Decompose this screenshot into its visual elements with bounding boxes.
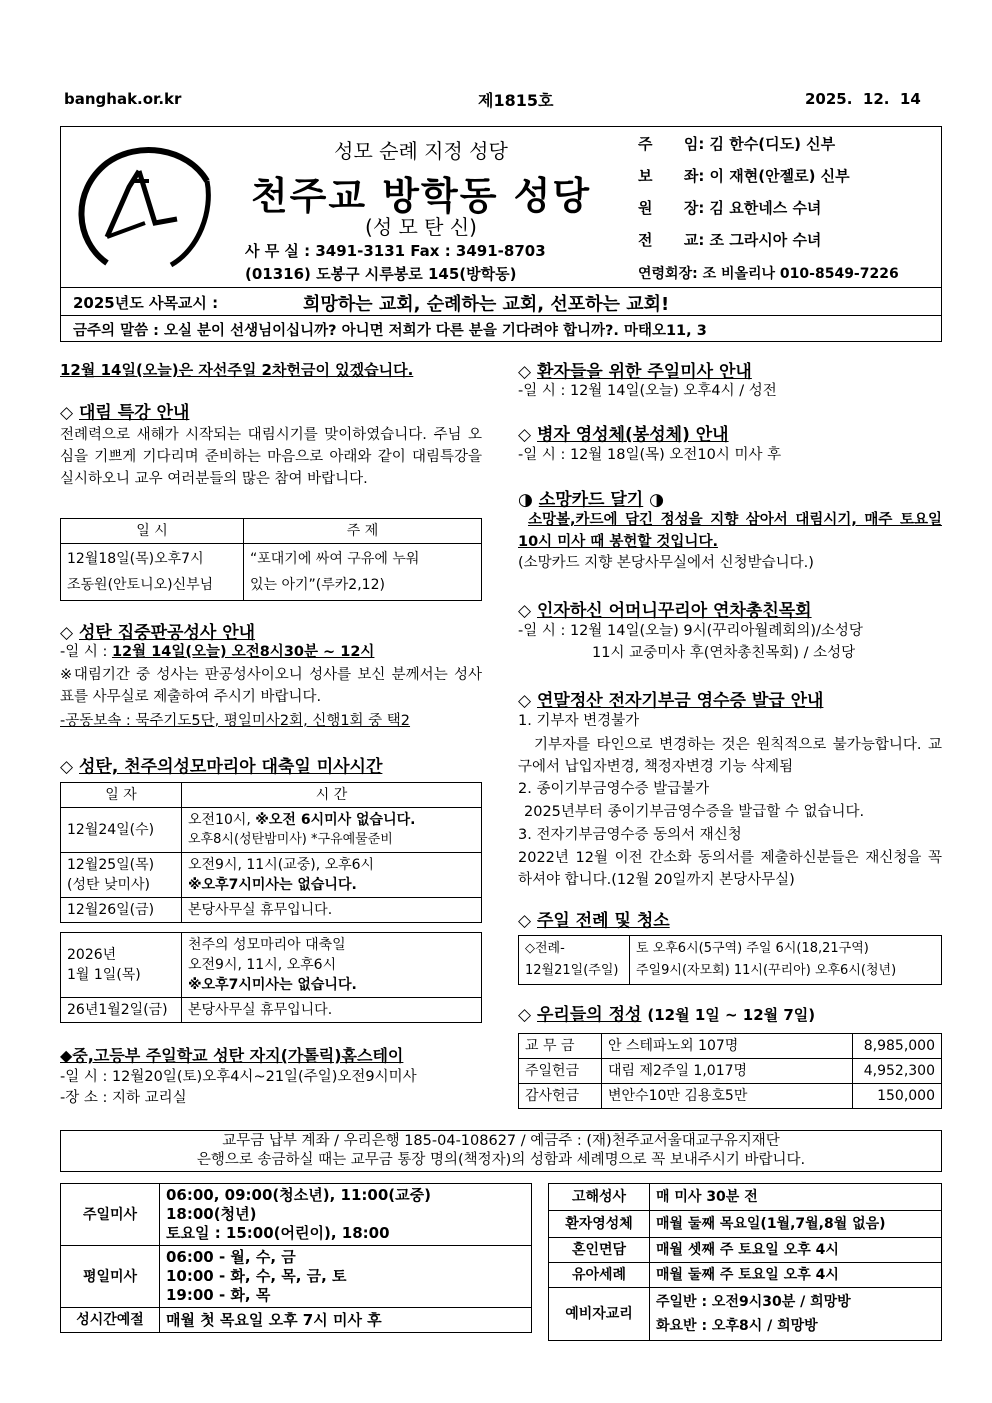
wish-card-title: ◑ 소망카드 달기 ◑ [518, 490, 664, 510]
wish-card-text: 소망볼,카드에 담긴 정성을 지향 삼아서 대림시기, 매주 토요일 10시 미사 때 봉헌할 것입니다. [518, 512, 942, 550]
church-address: (01316) 도봉구 시루봉로 145(방학동) [245, 265, 517, 283]
youth-homestay-date: -일 시 : 12월20일(토)오후4시~21일(주일)오전9시미사 [60, 1069, 417, 1085]
offering-row: 교 무 금 안 스테파노외 107명 8,985,000 [519, 1034, 942, 1059]
divider [61, 287, 941, 288]
offering-row: 주일헌금 대림 제2주일 1,017명 4,952,300 [519, 1059, 942, 1084]
tax-receipt-item3-text: 2022년 12월 이전 간소화 동의서를 제출하신분들은 재신청을 꼭 하셔야 합니다.(12월 20일까지 본당사무실) [518, 850, 942, 888]
penance-title: ◇ 성탄 집중판공성사 안내 [60, 623, 256, 643]
tax-receipt-title: ◇ 연말정산 전자기부금 영수증 발급 안내 [518, 691, 824, 711]
liturgy-cleaning-table: ◇전례- 12월21일(주일) 토 오후6시(5구역) 주일 6시(18,21구역) 주일9시(자모회) 11시(꾸리아) 오후6시(청년) [518, 935, 942, 985]
council-contact: 연령회장: 조 비올리나 010-8549-7226 [638, 266, 899, 282]
penance-note: ※대림기간 중 성사는 판공성사이오니 성사를 보신 분께서는 성사표를 사무실로 제출하여 주시기 바랍니다. [60, 667, 482, 705]
motto-text: 희망하는 교회, 순례하는 교회, 선포하는 교회! [303, 294, 670, 315]
offerings-table [518, 1033, 942, 1109]
tax-receipt-item2: 2. 종이기부금영수증 발급불가 [518, 781, 710, 797]
bank-account-box [60, 1130, 942, 1172]
masthead [60, 126, 942, 342]
sick-mass-title: ◇ 환자들을 위한 주일미사 안내 [518, 362, 752, 382]
legion-line2: 11시 교중미사 후(연차총친목회) / 소성당 [592, 645, 856, 661]
issue-number: 제1815호 [478, 91, 554, 110]
staff-row: 보 좌: 이 재현(안젤로) 신부 [638, 167, 850, 185]
advent-lecture-title: ◇ 대림 특강 안내 [60, 403, 190, 423]
site-url: banghak.or.kr [64, 90, 182, 108]
advent-lecture-text: 전례력으로 새해가 시작되는 대림시기를 맞이하였습니다. 주님 오심을 기쁘게 기다리며 준비하는 마음으로 아래와 같이 대림특강을 실시하오니 교우 여러분들의 많은 참여 바랍니다. [60, 427, 482, 487]
liturgy-cleaning-title: ◇ 주일 전례 및 청소 [518, 911, 670, 931]
issue-date: 2025. 12. 14 [805, 90, 921, 108]
tax-receipt-item2-text: 2025년부터 종이기부금영수증을 발급할 수 없습니다. [524, 804, 865, 820]
church-name: 천주교 방학동 성당 [250, 174, 592, 218]
staff-row: 주 임: 김 한수(디도) 신부 [638, 135, 836, 153]
offerings-title: ◇ 우리들의 정성 (12월 1일 ~ 12월 7일) [518, 1005, 816, 1025]
legion-line1: -일 시 : 12월 14일(오늘) 9시(꾸리아월례회의)/소성당 [518, 623, 863, 639]
sacrament-schedule-table: 고해성사 매 미사 30분 전 환자영성체 매월 둘째 목요일(1월,7월,8월 없음) 혼인면담 매월 셋째 주 토요일 오후 4시 유아세례 매월 둘째 주 토요일 오후 4시 예비자교리 주일반 : 오전9시30분 / 희망방 화요반 : 오후8시 / 희망방 [548, 1183, 942, 1341]
offering-row: 감사헌금 변안수10만 김용호5만 150,000 [519, 1084, 942, 1109]
penance-common: -공동보속 : 묵주기도5단, 평일미사2회, 신행1회 중 택2 [60, 713, 411, 729]
christmas-mass-title: ◇ 성탄, 천주의성모마리아 대축일 미사시간 [60, 757, 383, 777]
tax-receipt-item1: 1. 기부자 변경불가 [518, 713, 640, 729]
notice-charity: 12월 14일(오늘)은 자선주일 2차헌금이 있겠습니다. [60, 361, 414, 379]
legion-title: ◇ 인자하신 어머니꾸리아 연차총친목회 [518, 601, 812, 621]
christmas-mass-table: 일 자 시 간 12월24일(수) 오전10시, ※오전 6시미사 없습니다. 오후8시(성탄밤미사) *구유예물준비 12월25일(목) (성탄 낮미사) 오전9시, 11시(교중), 오후6시 ※오후7시미사는 없습니다. 12월26일(금) 본당사무실 휴무입니다. [60, 782, 482, 923]
tax-receipt-item1-text: 기부자를 타인으로 변경하는 것은 원칙적으로 불가능합니다. 교구에서 납입자변경, 책정자변경 기능 삭제됨 [518, 737, 942, 775]
staff-row: 전 교: 조 그라시아 수녀 [638, 231, 822, 249]
sick-communion-date: -일 시 : 12월 18일(목) 오전10시 미사 후 [518, 447, 782, 463]
mass-schedule-table: 주일미사 06:00, 09:00(청소년), 11:00(교중) 18:00(청년) 토요일 : 15:00(어린이), 18:00 평일미사 06:00 - 월, 수, 금 10:00 - 화, 수, 목, 금, 토 19:00 - 화, 목 성시간예절 매월 첫 목요일 오후 7시 미사 후 [60, 1183, 532, 1333]
office-phone: 사 무 실 : 3491-3131 Fax : 3491-8703 [245, 242, 546, 260]
sick-mass-date: -일 시 : 12월 14일(오늘) 오후4시 / 성전 [518, 383, 777, 399]
wish-card-note: (소망카드 지향 본당사무실에서 신청받습니다.) [518, 555, 814, 571]
youth-homestay-title: ◆중,고등부 주일학교 성탄 자지(가톨릭)홈스테이 [60, 1046, 404, 1065]
motto-label: 2025년도 사목교시 : [73, 294, 219, 312]
penance-date: -일 시 : 12월 14일(오늘) 오전8시30분 ~ 12시 [60, 644, 375, 660]
church-subtitle: (성 모 탄 신) [365, 215, 477, 239]
staff-list [638, 133, 850, 261]
staff-row: 원 장: 김 요한네스 수녀 [638, 199, 822, 217]
word-of-week: 금주의 말씀 : 오실 분이 선생님이십니까? 아니면 저희가 다른 분을 기다려야 합니까?. 마태오11, 3 [73, 323, 707, 339]
new-year-mass-table: 2026년 1월 1일(목) 천주의 성모마리아 대축일 오전9시, 11시, 오후6시 ※오후7시미사는 없습니다. 26년1월2일(금) 본당사무실 휴무입니다. [60, 932, 482, 1023]
masthead-top-title: 성모 순례 지정 성당 [334, 139, 508, 163]
bank-account: 교무금 납부 계좌 / 우리은행 185-04-108627 / 예금주 : (재)천주교서울대교구유지재단 [222, 1133, 780, 1149]
sick-communion-title: ◇ 병자 영성체(봉성체) 안내 [518, 425, 729, 445]
advent-lecture-table: 일 시 주 제 12월18일(목)오후7시 조동원(안토니오)신부님 “포대기에 싸여 구유에 누워 있는 아기”(루카2,12) [60, 518, 482, 601]
divider [61, 315, 941, 316]
church-logo [67, 141, 213, 271]
youth-homestay-place: -장 소 : 지하 교리실 [60, 1090, 187, 1106]
tax-receipt-item3: 3. 전자기부금영수증 동의서 재신청 [518, 827, 742, 843]
bank-notice: 은행으로 송금하실 때는 교무금 통장 명의(책정자)의 성함과 세례명으로 꼭 보내주시기 바랍니다. [196, 1152, 806, 1168]
